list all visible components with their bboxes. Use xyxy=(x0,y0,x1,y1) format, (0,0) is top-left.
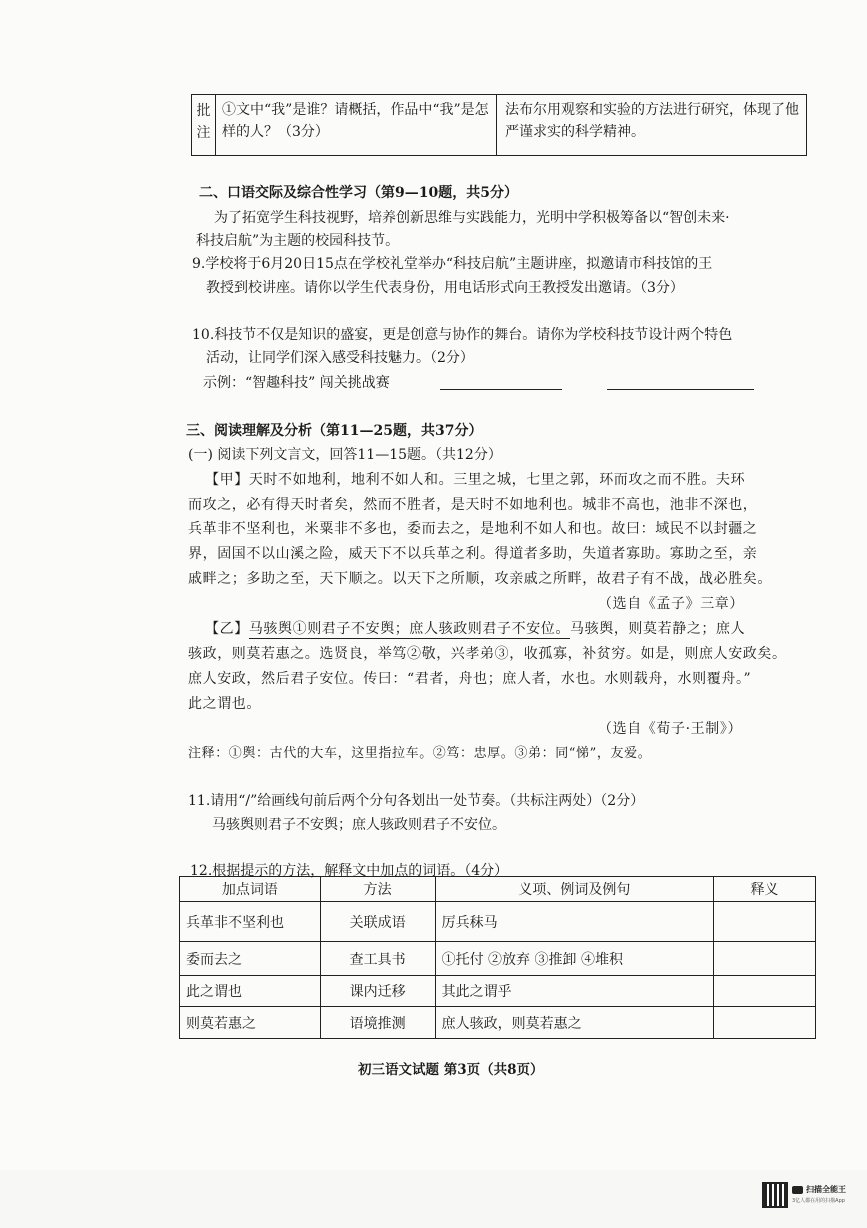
vocab-method: 关联成语 xyxy=(320,902,435,942)
jia-line-2: 而攻之，必有得天时者矣，然而不胜者，是天时不如地利也。城非不高也，池非不深也， xyxy=(188,497,758,513)
vocab-header-example: 义项、例词及例句 xyxy=(435,877,714,902)
scanner-badge-title: 扫描全能王 xyxy=(806,1185,846,1194)
annotation-question: ①文中“我”是谁？请概括，作品中“我”是怎样的人？（3分） xyxy=(216,95,497,155)
section3-heading: 三、阅读理解及分析（第11—25题，共37分） xyxy=(186,423,483,439)
q9-line1: 9.学校将于6月20日15点在学校礼堂举办“科技启航”主题讲座，拟邀请市科技馆的王 xyxy=(192,256,713,272)
vocab-example: 其此之谓乎 xyxy=(435,976,714,1007)
scanner-badge xyxy=(792,1184,850,1208)
yi-line-4: 此之谓也。 xyxy=(188,696,261,712)
q10-line1: 10.科技节不仅是知识的盛宴，更是创意与协作的舞台。请你为学校科技节设计两个特色 xyxy=(192,327,733,343)
vocab-row xyxy=(180,976,816,1007)
yi-line-1 xyxy=(205,618,745,638)
vocab-meaning-answer[interactable] xyxy=(714,976,816,1007)
vocab-word: 委而去之 xyxy=(180,942,321,976)
vocab-example: 庶人骇政，则莫若惠之 xyxy=(435,1007,714,1039)
vocab-example: 厉兵秣马 xyxy=(435,902,714,942)
vocab-table xyxy=(179,876,816,1039)
jia-line-4: 界，固国不以山溪之险，威天下不以兵革之利。得道者多助，失道者寡助。寡助之至，亲 xyxy=(188,546,758,562)
scanner-logo-icon xyxy=(792,1186,803,1194)
vocab-header-word: 加点词语 xyxy=(180,877,321,902)
vocab-meaning-answer[interactable] xyxy=(714,942,816,976)
qr-code-icon xyxy=(762,1182,788,1208)
page-footer: 初三语文试题 第3页（共8页） xyxy=(358,1062,544,1078)
yi-rest-1: 马骇舆，则莫若静之；庶人 xyxy=(570,621,746,637)
vocab-word: 此之谓也 xyxy=(180,976,321,1007)
section2-heading: 二、口语交际及综合性学习（第9—10题，共5分） xyxy=(199,185,518,201)
jia-line-3: 兵革非不坚利也，米粟非不多也，委而去之，是地利不如人和也。故曰：域民不以封疆之 xyxy=(188,521,758,537)
vocab-header-method: 方法 xyxy=(320,877,435,902)
vocab-row xyxy=(180,1007,816,1039)
section2-intro-line2: 科技启航”为主题的校园科技节。 xyxy=(196,233,400,249)
jia-line-1: 【甲】天时不如地利，地利不如人和。三里之城，七里之郭，环而攻之而不胜。夫环 xyxy=(205,472,746,488)
yi-underlined-sentence: 马骇舆①则君子不安舆；庶人骇政则君子不安位。 xyxy=(248,621,571,637)
vocab-word: 兵革非不坚利也 xyxy=(180,902,321,942)
vocab-method: 查工具书 xyxy=(320,942,435,976)
vocab-meaning-answer[interactable] xyxy=(714,1007,816,1039)
vocab-row xyxy=(180,902,816,942)
yi-line-2: 骇政，则莫若惠之。选贤良，举笃②敬，兴孝弟③，收孤寡，补贫穷。如是，则庶人安政矣。 xyxy=(188,646,787,662)
yi-source: （选自《荀子·王制》） xyxy=(598,721,743,737)
q9-line2: 教授到校讲座。请你以学生代表身份，用电话形式向王教授发出邀请。（3分） xyxy=(206,280,684,296)
vocab-word: 则莫若惠之 xyxy=(180,1007,321,1039)
q11-line2: 马骇舆则君子不安舆；庶人骇政则君子不安位。 xyxy=(212,817,506,833)
q10-line2: 活动，让同学们深入感受科技魅力。（2分） xyxy=(206,350,474,366)
vocab-header-meaning: 释义 xyxy=(714,877,816,902)
q12-prompt: 12.根据提示的方法，解释文中加点的词语。（4分） xyxy=(190,863,509,879)
yi-tag: 【乙】 xyxy=(205,621,249,637)
annotation-notes: 注释：①舆：古代的大车，这里指拉车。②笃：忠厚。③弟：同“悌”，友爱。 xyxy=(188,746,652,761)
vocab-meaning-answer[interactable] xyxy=(714,902,816,942)
section2-intro-line1: 为了拓宽学生科技视野，培养创新思维与实践能力，光明中学积极筹备以“智创未来· xyxy=(214,210,730,226)
yi-line-3: 庶人安政，然后君子安位。传曰：“君者，舟也；庶人者，水也。水则载舟，水则覆舟。” xyxy=(188,671,752,687)
jia-source: （选自《孟子》三章） xyxy=(598,596,744,612)
q10-example: 示例：“智趣科技” 闯关挑战赛 xyxy=(203,375,390,391)
annotation-note: 法布尔用观察和实验的方法进行研究，体现了他严谨求实的科学精神。 xyxy=(505,102,799,140)
scanner-badge-subtitle: 3亿人都在用的扫描App xyxy=(792,1198,845,1204)
vocab-header-row xyxy=(180,877,816,902)
q11-line1: 11.请用“/”给画线句前后两个分句各划出一处节奏。（共标注两处）（2分） xyxy=(188,793,645,809)
vocab-example: ①托付 ②放弃 ③推卸 ④堆积 xyxy=(435,942,714,976)
vocab-row xyxy=(180,942,816,976)
vocab-method: 课内迁移 xyxy=(320,976,435,1007)
vocab-method: 语境推测 xyxy=(320,1007,435,1039)
section3-sub1: (一) 阅读下列文言文，回答11—15题。（共12分） xyxy=(188,447,502,463)
annotation-label: 批注 xyxy=(192,95,216,155)
q10-answer-blank-1[interactable] xyxy=(440,389,562,390)
q10-answer-blank-2[interactable] xyxy=(607,389,754,390)
jia-line-5: 戚畔之；多助之至，天下顺之。以天下之所顺，攻亲戚之所畔，故君子有不战，战必胜矣。 xyxy=(188,571,772,587)
annotation-table xyxy=(191,94,807,156)
